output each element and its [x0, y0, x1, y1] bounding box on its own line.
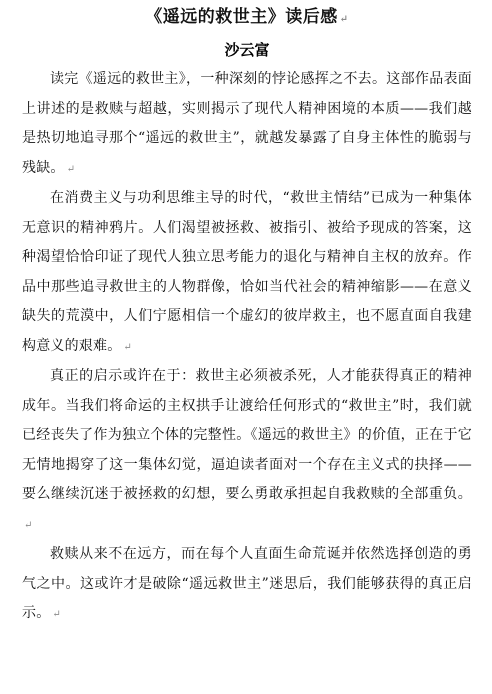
paragraph-mark-icon: ↵ — [123, 341, 132, 353]
paragraph-1-text: 读完《遥远的救世主》，一种深刻的悖论感挥之不去。这部作品表面上讲述的是救赎与超越，实则揭示了现代人精神困境的本质——我们越是热切地追寻那个“遥远的救世主”，就越发暴露了自身主体性的脆弱与残缺。 — [22, 71, 472, 176]
paragraph-2 — [22, 184, 472, 362]
title-text: 《遥远的救世主》读后感 — [145, 7, 338, 27]
paragraph-mark-icon: ↵ — [24, 519, 33, 531]
paragraph-mark-icon: ↵ — [66, 163, 76, 175]
paragraph-1 — [22, 65, 472, 184]
paragraph-2-text: 在消费主义与功利思维主导的时代，“救世主情结”已成为一种集体无意识的精神鸦片。人们渴望被拯救、被指引、被给予现成的答案，这种渴望恰恰印证了现代人独立思考能力的退化与精神自主权的放弃。作品中那些追寻救世主的人物群像，恰如当代社会的精神缩影——在意义缺失的荒漠中，人们宁愿相信一个虚幻的彼岸救主，也不愿直面自我建构意义的艰难。 — [22, 190, 472, 354]
paragraph-mark-icon: ↵ — [339, 14, 349, 25]
paragraph-3-text: 真正的启示或许在于：救世主必须被杀死，人才能获得真正的精神成年。当我们将命运的主权拱手让渡给任何形式的“救世主”时，我们就已经丧失了作为独立个体的完整性。《遥远的救世主》的价值，正在于它无情地揭穿了这一集体幻觉，逼迫读者面对一个存在主义式的抉择——要么继续沉迷于被拯救的幻想，要么勇敢承担起自我救赎的全部重负。 — [22, 368, 472, 502]
document-title — [22, 6, 472, 31]
paragraph-mark-icon: ↵ — [52, 609, 61, 620]
author-name: 沙云富 — [224, 41, 270, 59]
paragraph-3 — [22, 362, 472, 540]
paragraph-4-text: 救赎从来不在远方，而在每个人直面生命荒诞并依然选择创造的勇气之中。这或许才是破除“遥远救世主”迷思后，我们能够获得的真正启示。 — [22, 546, 472, 621]
paragraph-4 — [22, 540, 472, 630]
